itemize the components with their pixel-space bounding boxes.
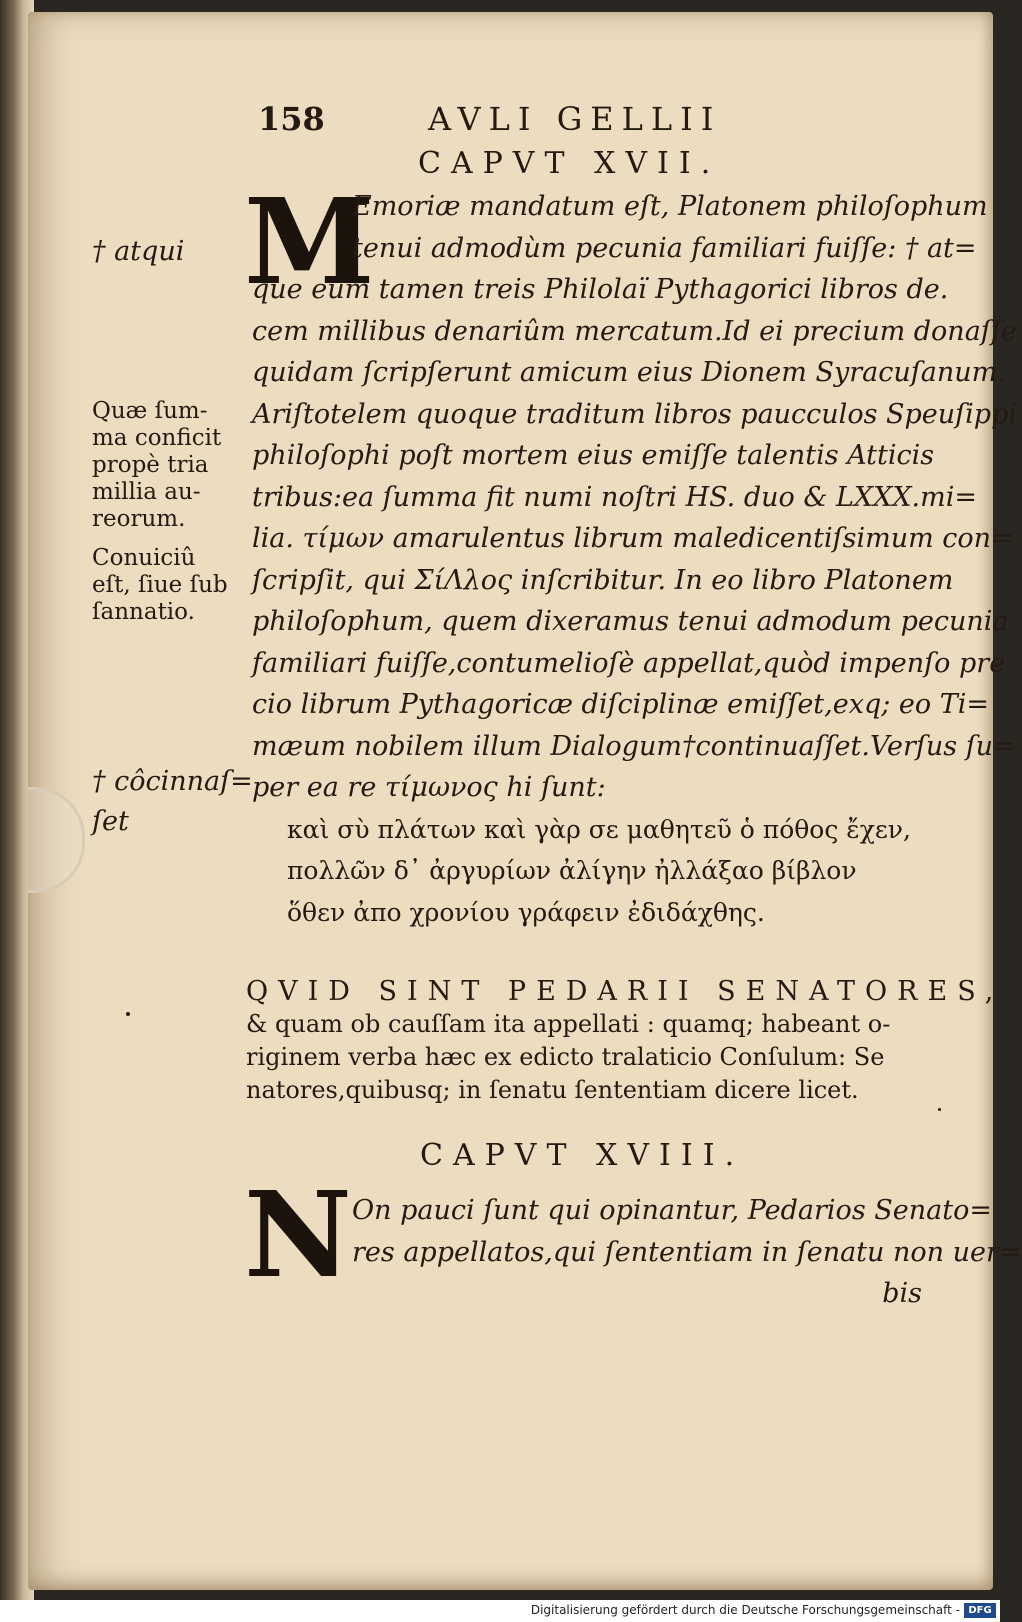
text-line: philoſophi poſt mortem eius emiſſe talentis Atticis (252, 440, 935, 471)
margin-line: eſt, ſiue ſub (92, 572, 228, 598)
text-line: tribus:ea ſumma fit numi noſtri HS. duo & LXXX.mi= (252, 481, 978, 513)
text-line: lia. τίμων amarulentus librum maledicentiſsimum con= (252, 523, 1014, 554)
text-line: quidam ſcripſerunt amicum eius Dionem Syracuſanum. (252, 357, 1006, 388)
margin-line: ſannatio. (92, 599, 195, 625)
page-number: 158 (258, 100, 325, 138)
chapter-17-heading: CAPVT XVII. (418, 146, 721, 181)
text-line: cem millibus denariûm mercatum.Id ei precium donaſſe (252, 315, 1017, 347)
chapter-17-text (252, 186, 1017, 933)
drop-cap-m: M (244, 172, 375, 311)
margin-line: propè tria (92, 452, 209, 478)
chapter-18-heading: CAPVT XVIII. (420, 1138, 745, 1173)
margin-note-cocinnasset (92, 762, 253, 842)
greek-verse-line: ὅθεν ἀπο χρονίου γράφειν ἐδιδάχθης. (287, 897, 765, 927)
text-line: res appellatos,qui ſententiam in ſenatu non uer= (352, 1236, 1022, 1268)
digitization-footer (0, 1600, 1000, 1622)
text-line: tenui admodùm pecunia familiari fuiſſe: † at= (352, 232, 977, 264)
text-line: Emoriæ mandatum eſt, Platonem philoſophum (352, 191, 988, 222)
text-line: mæum nobilem illum Dialogum†continuaſſet.Verſus ſu= (252, 730, 1016, 762)
dfg-logo[interactable]: DFG (964, 1603, 996, 1618)
text-line: ſcripſit, qui ΣίΛλος inſcribitur. In eo libro Platonem (252, 564, 954, 596)
text-line: familiari fuiſſe,contumelioſè appellat,quòd impenſo pre (252, 647, 1006, 679)
footer-credit: Digitalisierung gefördert durch die Deutsche Forschungsgemeinschaft - (530, 1603, 960, 1617)
text-line: Ariſtotelem quoque traditum libros paucculos Speuſippi (252, 398, 1017, 430)
margin-note-conuicium (92, 545, 228, 626)
margin-line: † côcinnaſ= (92, 766, 253, 797)
ink-spot (126, 1012, 130, 1016)
margin-note-atqui: † atqui (92, 236, 185, 267)
rubric-title: QVID SINT PEDARII SENATORES, (246, 976, 1004, 1007)
running-title: AVLI GELLII (428, 100, 722, 138)
margin-note-summa (92, 398, 221, 533)
text-line: philoſophum, quem dixeramus tenui admodum pecunia (252, 606, 1009, 637)
greek-verse-line: καὶ σὺ πλάτων καὶ γὰρ σε μαθητεῦ ὁ πόθος ἔχεν, (287, 814, 911, 844)
drop-cap-n: N (244, 1165, 352, 1304)
text-line: cio librum Pythagoricæ diſciplinæ emiſſet,exq; eo Ti= (252, 689, 989, 720)
margin-line: Quæ ſum- (92, 398, 208, 424)
margin-line: ſet (92, 806, 129, 837)
margin-line: millia au- (92, 479, 201, 505)
page-clip (28, 787, 85, 893)
rubric-line: & quam ob cauſſam ita appellati : quamq; habeant o- (246, 1010, 891, 1038)
margin-line: Conuiciû (92, 545, 196, 571)
text-line: On pauci ſunt qui opinantur, Pedarios Senato= (352, 1195, 992, 1226)
rubric-line: natores,quibusq; in ſenatu ſententiam dicere licet. (246, 1076, 859, 1104)
margin-line: ma conficit (92, 425, 222, 451)
page-header (0, 100, 1000, 150)
margin-line: reorum. (92, 506, 186, 532)
ink-spot (938, 1108, 941, 1111)
catchword: bis (882, 1278, 922, 1309)
rubric-line: riginem verba hæc ex edicto tralaticio Conſulum: Se (246, 1043, 885, 1071)
text-line: per ea re τίμωνος hi ſunt: (252, 772, 606, 803)
chapter-rubric (246, 975, 1004, 1107)
chapter-18-text (252, 1190, 1022, 1315)
text-line: que eum tamen treis Philolaï Pythagorici libros de. (252, 274, 949, 305)
greek-verse-line: πολλῶν δ᾽ ἀργυρίων ἀλίγην ἠλλάξαο βίβλον (287, 856, 857, 885)
